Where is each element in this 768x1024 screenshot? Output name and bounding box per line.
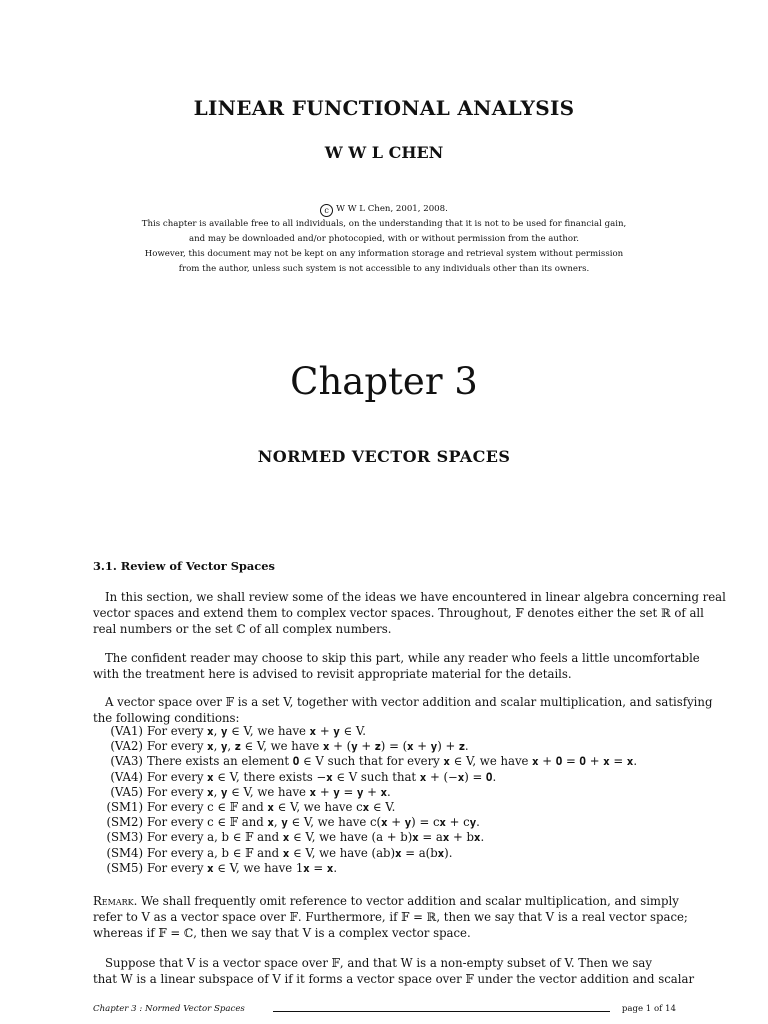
copyright-icon: c: [320, 204, 333, 217]
axiom-item: [93, 800, 637, 815]
axiom-text: For every 𝐱 ∈ V, there exists −𝐱 ∈ V such that 𝐱 + (−𝐱) = 𝟎.: [147, 769, 497, 784]
remark-paragraph: [93, 893, 688, 941]
subspace-paragraph: [93, 955, 695, 987]
axiom-item: [93, 785, 637, 800]
axiom-item: [93, 830, 637, 845]
book-title: LINEAR FUNCTIONAL ANALYSIS: [193, 96, 575, 120]
axiom-text: For every a, b ∈ 𝔽 and 𝐱 ∈ V, we have (ab)𝐱 = a(b𝐱).: [147, 845, 453, 860]
footer-chapter-label: Chapter 3 : Normed Vector Spaces: [93, 1004, 245, 1014]
chapter-title: NORMED VECTOR SPACES: [257, 447, 511, 466]
axiom-item: [93, 815, 637, 830]
axiom-text: For every 𝐱, 𝐲, 𝐳 ∈ V, we have 𝐱 + (𝐲 + 𝐳) = (𝐱 + 𝐲) + 𝐳.: [147, 739, 469, 754]
axiom-text: For every a, b ∈ 𝔽 and 𝐱 ∈ V, we have (a + b)𝐱 = a𝐱 + b𝐱.: [147, 830, 485, 845]
axiom-text: For every 𝐱 ∈ V, we have 1𝐱 = 𝐱.: [147, 860, 338, 875]
axiom-item: [93, 739, 637, 754]
text-line: Remark. We shall frequently omit reference to vector addition and scalar multiplication, and simply: [93, 894, 679, 908]
text-line: the following conditions:: [93, 711, 240, 725]
axiom-item: [93, 846, 637, 861]
axiom-item: [93, 861, 637, 876]
reader-note-paragraph: [93, 650, 700, 682]
text-line: with the treatment here is advised to revisit appropriate material for the details.: [93, 667, 572, 681]
text-line: that W is a linear subspace of V if it forms a vector space over 𝔽 under the vector addition and scalar: [93, 972, 695, 986]
axiom-label: (SM2): [106, 815, 143, 830]
axiom-text: For every 𝐱, 𝐲 ∈ V, we have 𝐱 + 𝐲 ∈ V.: [147, 724, 366, 738]
footer-rule: [273, 1011, 610, 1012]
axiom-label: (VA1): [110, 724, 143, 738]
text-line: Suppose that V is a vector space over 𝔽, and that W is a non-empty subset of V. Then we say: [105, 956, 652, 970]
axiom-text: For every c ∈ 𝔽 and 𝐱, 𝐲 ∈ V, we have c(𝐱 + 𝐲) = c𝐱 + c𝐲.: [147, 815, 480, 830]
axiom-item: [93, 770, 637, 785]
text-line: vector spaces and extend them to complex vector spaces. Throughout, 𝔽 denotes either the set ℝ of all: [93, 606, 704, 620]
axiom-item: [93, 754, 637, 769]
axiom-list: [93, 724, 637, 876]
remark-label: Remark.: [93, 894, 138, 908]
author-name: W W L CHEN: [324, 143, 444, 162]
axiom-item: [93, 724, 637, 739]
axiom-label: (SM5): [106, 860, 143, 875]
axiom-label: (VA2): [110, 739, 143, 754]
chapter-label: Chapter 3: [290, 360, 478, 403]
copyright-line: This chapter is available free to all individuals, on the understanding that it is not to be used for financial gain,: [141, 219, 627, 229]
axiom-label: (SM4): [106, 845, 143, 860]
text-line: whereas if 𝔽 = ℂ, then we say that V is a complex vector space.: [93, 926, 471, 940]
axiom-text: For every c ∈ 𝔽 and 𝐱 ∈ V, we have c𝐱 ∈ V.: [147, 800, 396, 815]
text-line: real numbers or the set ℂ of all complex numbers.: [93, 622, 392, 636]
footer-page-number: page 1 of 14: [621, 1004, 676, 1014]
intro-paragraph: [93, 589, 726, 637]
copyright-notice: [110, 202, 658, 277]
axiom-label: (VA4): [110, 769, 143, 784]
copyright-line: from the author, unless such system is not accessible to any individuals other than its owners.: [178, 264, 590, 274]
axiom-text: There exists an element 𝟎 ∈ V such that for every 𝐱 ∈ V, we have 𝐱 + 𝟎 = 𝟎 + 𝐱 = 𝐱.: [147, 754, 638, 769]
axiom-label: (SM3): [106, 830, 143, 845]
text-line: A vector space over 𝔽 is a set V, together with vector addition and scalar multiplication, and satisfying: [105, 695, 713, 709]
text-line: In this section, we shall review some of the ideas we have encountered in linear algebra concerning real: [105, 590, 726, 604]
copyright-line: c W W L Chen, 2001, 2008.: [110, 202, 658, 217]
copyright-line: However, this document may not be kept on any information storage and retrieval system without permission: [144, 249, 624, 259]
axiom-text: For every 𝐱, 𝐲 ∈ V, we have 𝐱 + 𝐲 = 𝐲 + 𝐱.: [147, 784, 391, 799]
definition-paragraph: [93, 694, 713, 726]
text-line: The confident reader may choose to skip this part, while any reader who feels a little uncomfortable: [105, 651, 700, 665]
copyright-line: and may be downloaded and/or photocopied, with or without permission from the author.: [189, 234, 579, 244]
axiom-label: (VA5): [110, 784, 143, 799]
section-heading: 3.1. Review of Vector Spaces: [93, 559, 275, 573]
axiom-label: (SM1): [106, 800, 143, 815]
axiom-label: (VA3): [110, 754, 143, 769]
text-line: refer to V as a vector space over 𝔽. Furthermore, if 𝔽 = ℝ, then we say that V is a real vector space;: [93, 910, 688, 924]
